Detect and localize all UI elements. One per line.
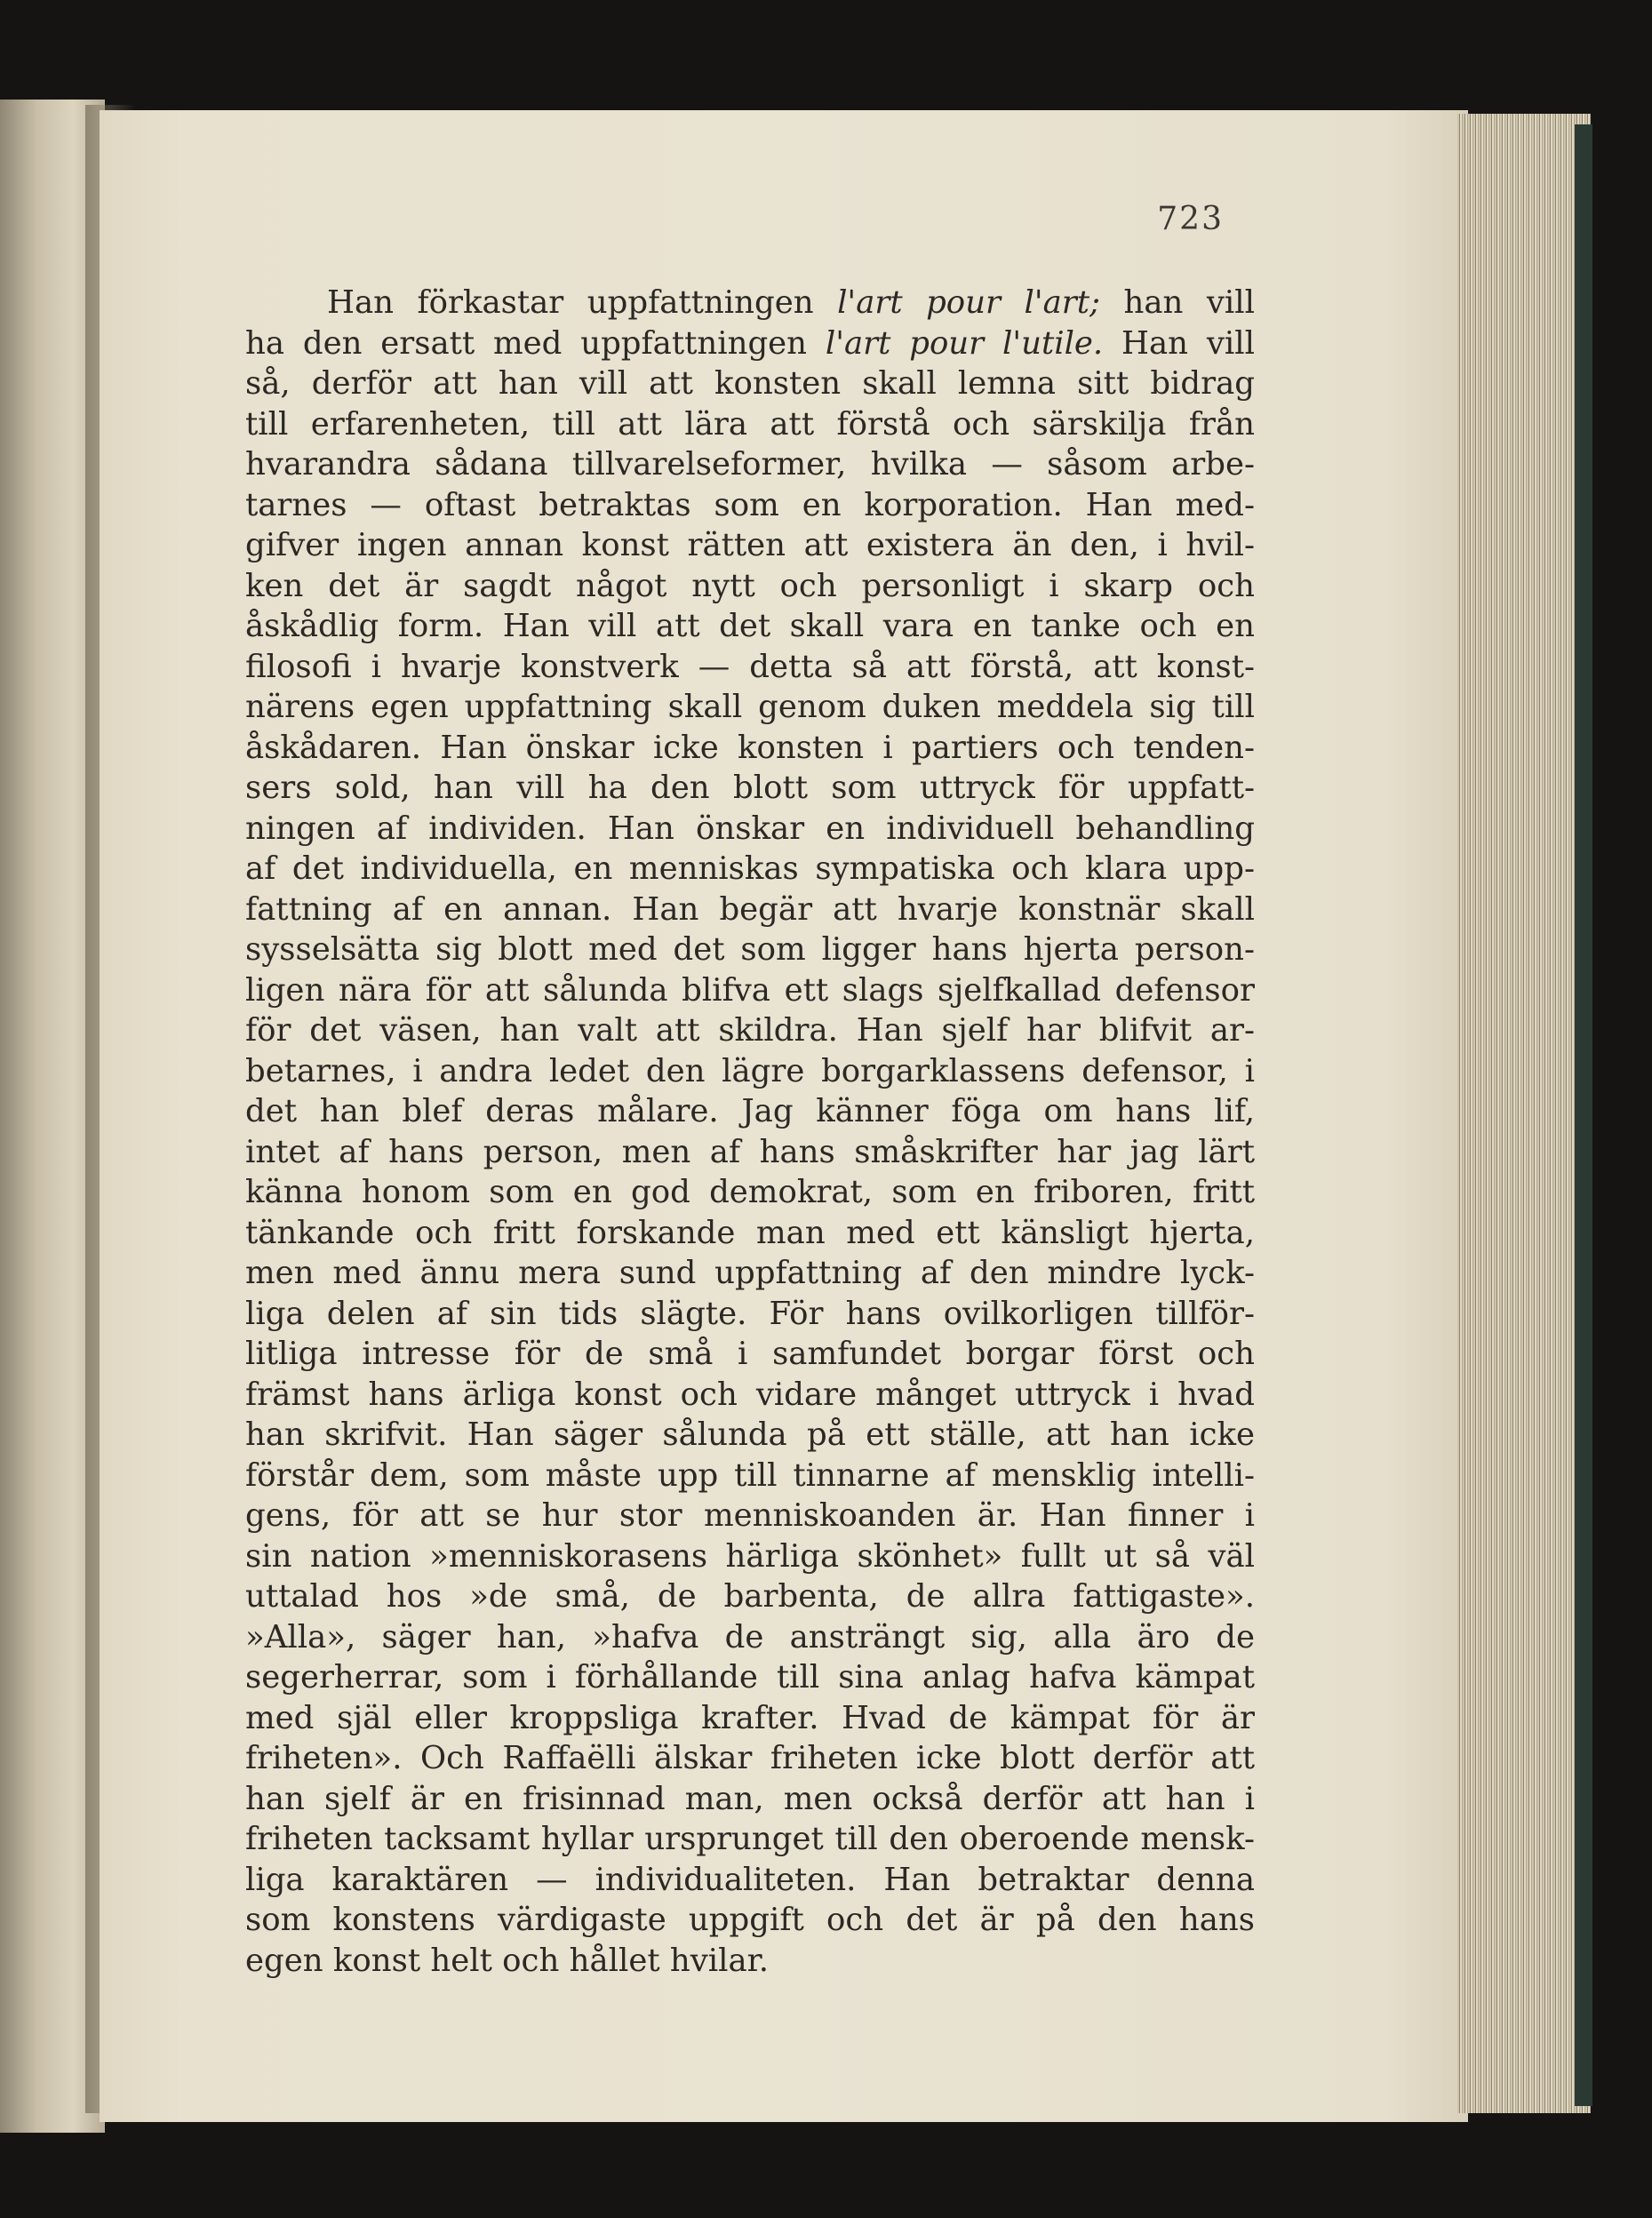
text-line: närens egen uppfattning skall genom duken meddela sig till [245,689,1255,725]
text-line: friheten». Och Raffaëlli älskar friheten icke blott derför att [245,1740,1255,1776]
text-line: gifver ingen annan konst rätten att existera än den, i hvil- [245,527,1255,563]
text-line: han sjelf är en frisinnad man, men också derför att han i [245,1780,1255,1817]
text-line: åskådaren. Han önskar icke konsten i partiers och tenden- [245,729,1255,766]
text-line: hvarandra sådana tillvarelseformer, hvilka — såsom arbe- [245,446,1255,483]
text-line: filosofi i hvarje konstverk — detta så att förstå, att konst- [245,648,1255,685]
book-cover-edge [1575,124,1592,2106]
text-line: sers sold, han vill ha den blott som uttryck för uppfatt- [245,770,1255,806]
text-line: till erfarenheten, till att lära att förstå och särskilja från [245,405,1255,443]
text-line: egen konst helt och hållet hvilar. [245,1942,770,1979]
text-line: så, derför att han vill att konsten skall lemna sitt bidrag [245,365,1255,402]
text-line: intet af hans person, men af hans småskrifter har jag lärt [245,1133,1255,1170]
text-line: gens, för att se hur stor menniskoanden är. Han finner i [245,1497,1255,1534]
text-line: Han förkastar uppfattningen l'art pour l'art; han vill [327,284,1255,321]
text-line: betarnes, i andra ledet den lägre borgarklassens defensor, i [245,1052,1255,1089]
text-line: tarnes — oftast betraktas som en korporation. Han med- [245,486,1255,523]
page-number: 723 [1157,201,1224,237]
text-line: ha den ersatt med uppfattningen l'art pour l'utile. Han vill [245,324,1255,362]
text-line: känna honom som en god demokrat, som en friboren, fritt [245,1174,1255,1210]
text-line: med själ eller kroppsliga krafter. Hvad de kämpat för är [245,1699,1255,1736]
text-line: uttalad hos »de små, de barbenta, de allra fattigaste». [245,1578,1255,1615]
text-line: främst hans ärliga konst och vidare månget uttryck i hvad [245,1376,1255,1413]
text-line: ken det är sagdt något nytt och personligt i skarp och [245,567,1255,604]
text-line: segerherrar, som i förhållande till sina anlag hafva kämpat [245,1659,1255,1695]
text-line: af det individuella, en menniskas sympatiska och klara upp- [245,850,1255,887]
text-line: liga karaktären — individualiteten. Han betraktar denna [245,1861,1255,1898]
text-line: sysselsätta sig blott med det som ligger hans hjerta person- [245,931,1255,968]
text-line: förstår dem, som måste upp till tinnarne af mensklig intelli- [245,1456,1255,1494]
text-line: men med ännu mera sund uppfattning af den mindre lyck- [245,1255,1255,1291]
italic-phrase: l'art pour l'utile. [825,324,1104,362]
text-line: liga delen af sin tids slägte. För hans ovilkorligen tillför- [245,1295,1255,1332]
text-line: fattning af en annan. Han begär att hvarje konstnär skall [245,890,1255,928]
italic-phrase: l'art pour l'art; [837,284,1100,321]
text-line: friheten tacksamt hyllar ursprunget till den oberoende mensk- [245,1821,1255,1857]
body-text [245,283,1255,1981]
text-line: det han blef deras målare. Jag känner föga om hans lif, [245,1093,1255,1129]
text-line: tänkande och fritt forskande man med ett känsligt hjerta, [245,1214,1255,1251]
text-line: litliga intresse för de små i samfundet borgar först och [245,1336,1255,1372]
text-line: »Alla», säger han, »hafva de ansträngt sig, alla äro de [245,1618,1255,1656]
text-line: som konstens värdigaste uppgift och det är på den hans [245,1902,1255,1938]
text-line: för det väsen, han valt att skildra. Han sjelf har blifvit ar- [245,1012,1255,1049]
stacked-page-edges [1457,114,1591,2113]
text-line: ligen nära för att sålunda blifva ett slags sjelfkallad defensor [245,971,1255,1009]
text-line: sin nation »menniskorasens härliga skönhet» fullt ut så väl [245,1537,1255,1575]
text-line: han skrifvit. Han säger sålunda på ett ställe, att han icke [245,1416,1255,1453]
text-line: åskådlig form. Han vill att det skall vara en tanke och en [245,608,1255,644]
text-line: ningen af individen. Han önskar en individuell behandling [245,810,1255,847]
